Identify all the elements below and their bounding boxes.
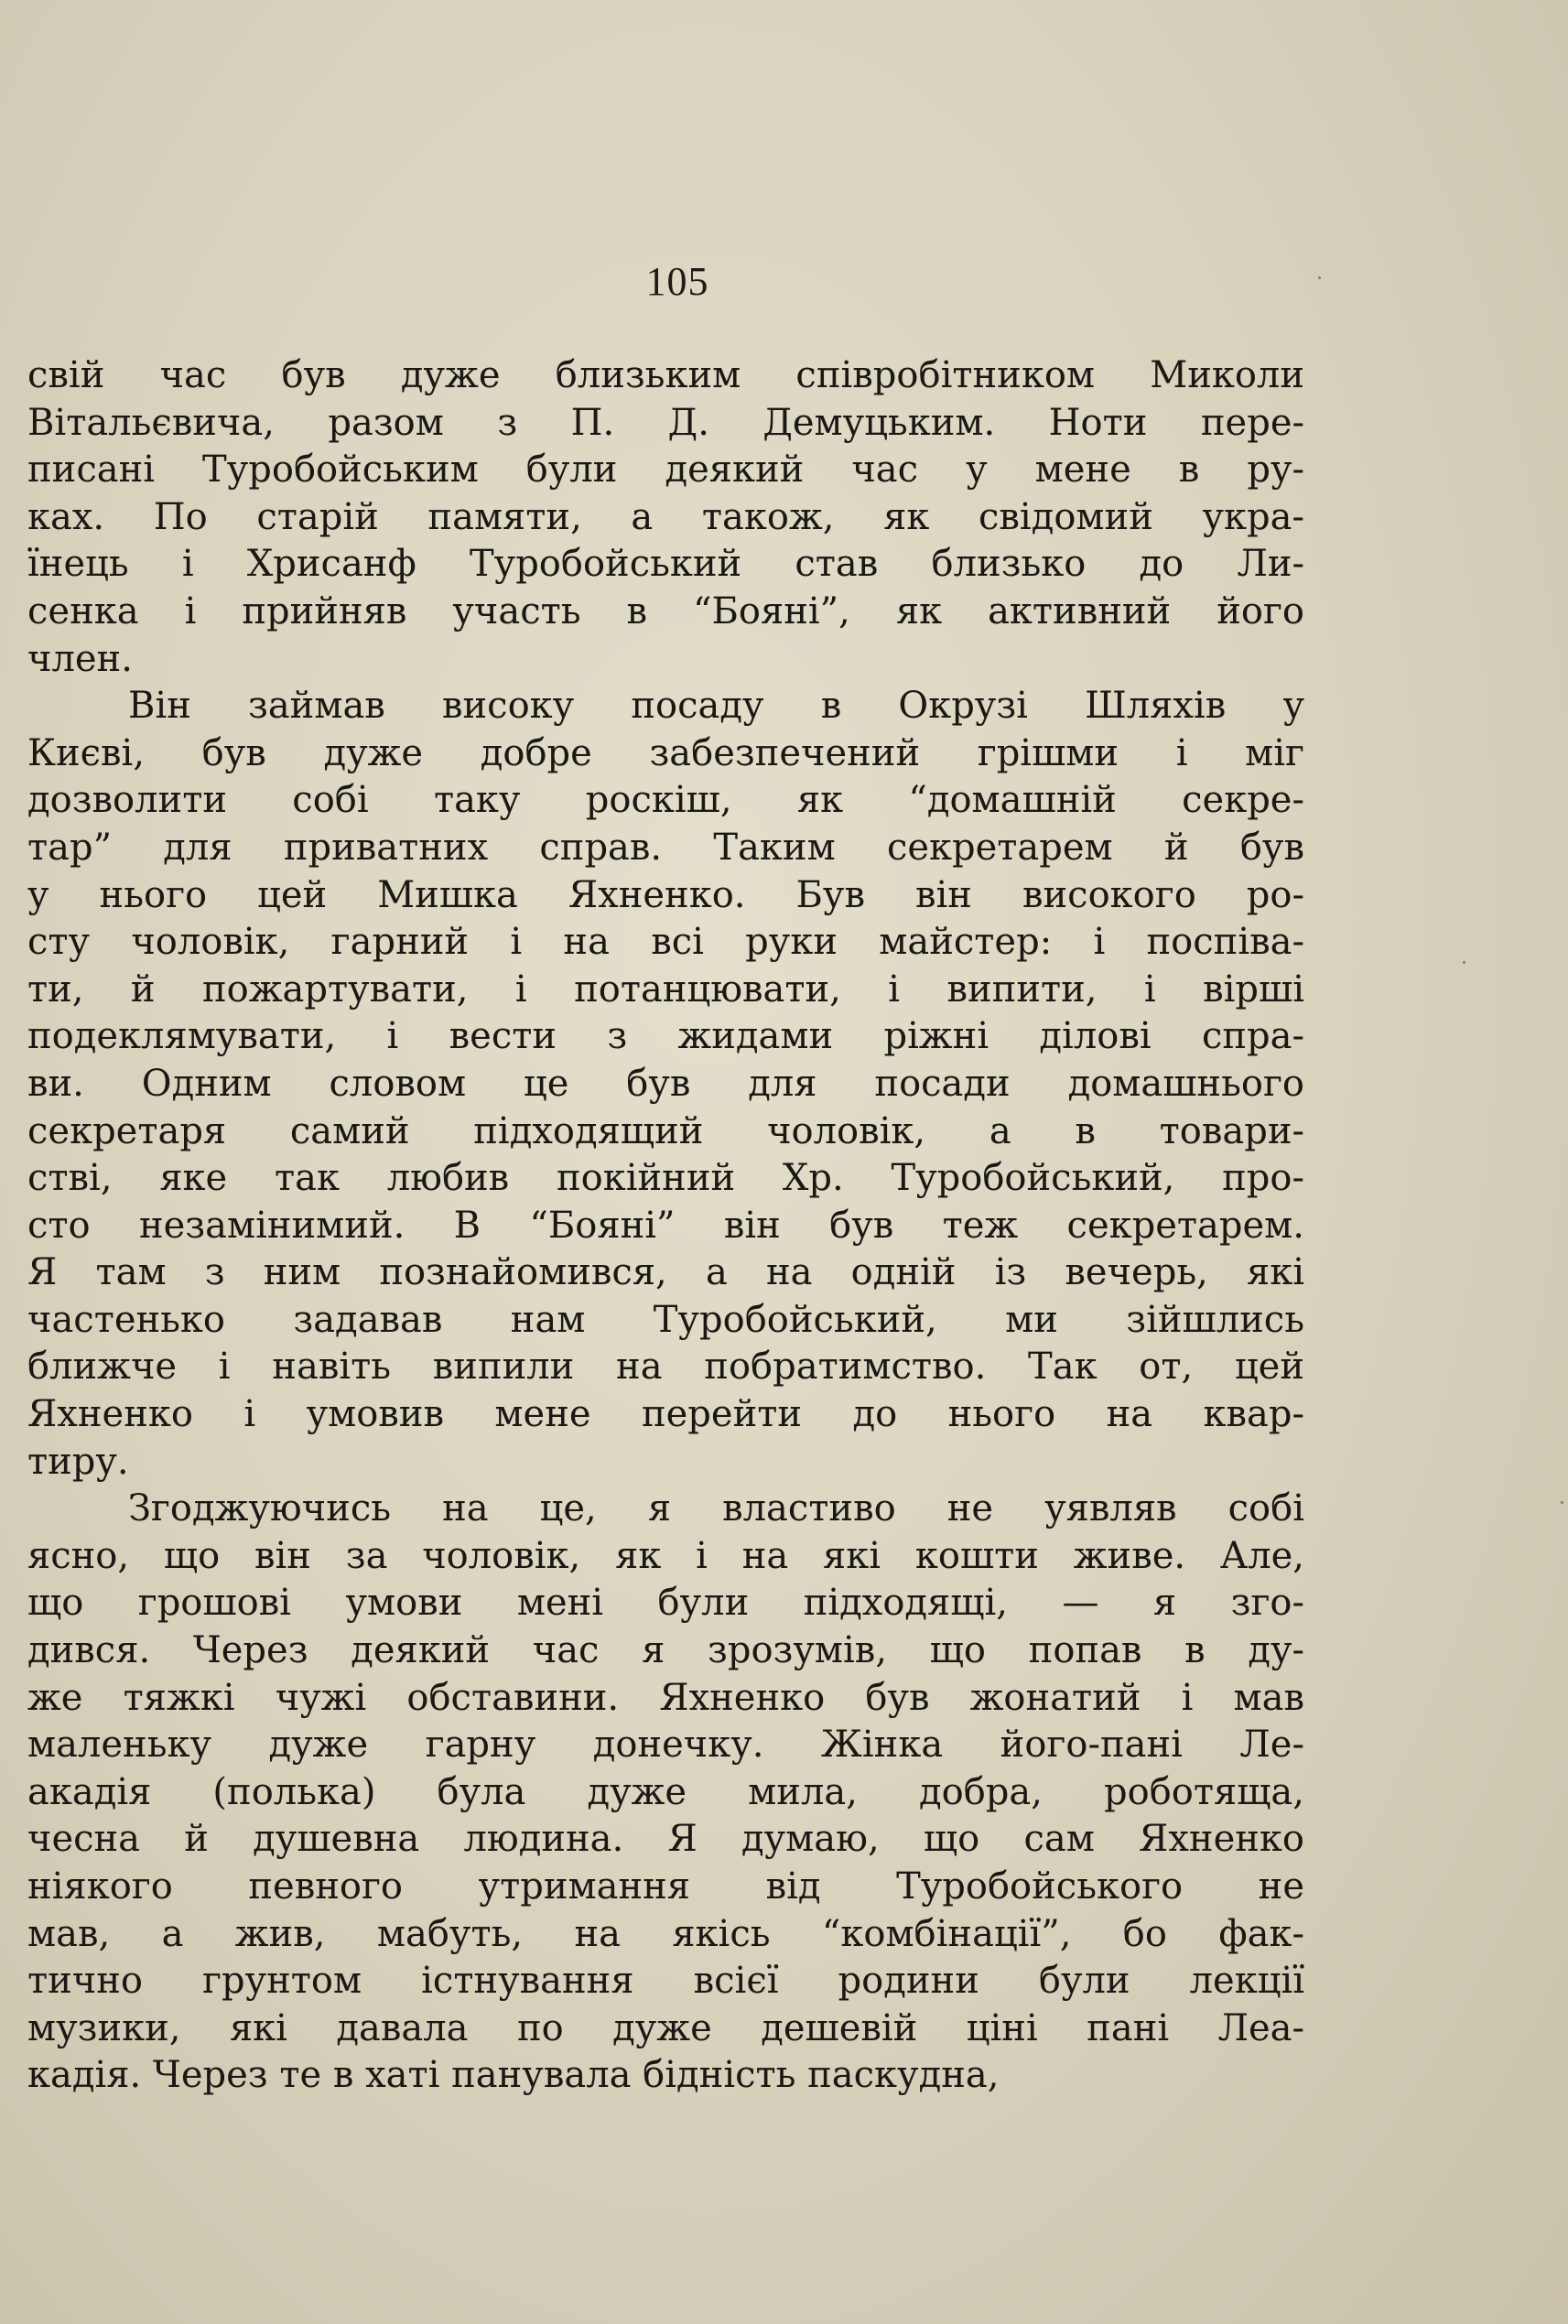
text-line: ти, й пожартувати, і потанцювати, і випити, і вірші bbox=[27, 967, 1304, 1011]
text-line: тично грунтом істнування всієї родини були лекції bbox=[27, 1960, 1304, 2003]
text-line: що грошові умови мені були підходящі, — я зго- bbox=[27, 1582, 1304, 1625]
text-line: тиру. bbox=[27, 1440, 129, 1483]
text-line: Він займав високу посаду в Окрузі Шляхів у bbox=[128, 685, 1304, 728]
text-line: дозволити собі таку роскіш, як “домашній секре- bbox=[27, 779, 1304, 822]
paragraph bbox=[27, 352, 1304, 683]
text-line: маленьку дуже гарну донечку. Жінка його-пані Ле- bbox=[27, 1724, 1304, 1767]
text-line: мав, а жив, мабуть, на якісь “комбінації”, бо фак- bbox=[27, 1912, 1304, 1955]
text-line: сто незамінимий. В “Бояні” він був теж секретарем. bbox=[27, 1204, 1304, 1247]
text-line: член. bbox=[27, 637, 133, 680]
text-line: ясно, що він за чоловік, як і на які кошти живе. Але, bbox=[27, 1534, 1304, 1577]
text-line: чесна й душевна людина. Я думаю, що сам Яхненко bbox=[27, 1818, 1304, 1861]
text-line: ніякого певного утримання від Туробойського не bbox=[27, 1865, 1304, 1908]
text-line: сту чоловік, гарний і на всі руки майстер: і поспіва- bbox=[27, 921, 1304, 964]
text-line: подеклямувати, і вести з жидами ріжні ділові спра- bbox=[27, 1015, 1304, 1058]
text-line: секретаря самий підходящий чоловік, а в товари- bbox=[27, 1109, 1304, 1152]
paper-speck bbox=[1561, 1501, 1563, 1504]
paragraph bbox=[27, 683, 1304, 1486]
text-line: у нього цей Мишка Яхненко. Був він високого ро- bbox=[27, 873, 1304, 916]
text-line: свій час був дуже близьким співробітником Миколи bbox=[27, 354, 1304, 396]
text-line: Вітальєвича, разом з П. Д. Демуцьким. Ноти пере- bbox=[27, 401, 1304, 444]
page-number: 105 bbox=[645, 259, 709, 304]
text-line: акадія (полька) була дуже мила, добра, роботяща, bbox=[27, 1770, 1304, 1813]
text-line: ках. По старій памяти, а також, як свідомий укра- bbox=[27, 495, 1304, 538]
text-line: ближче і навіть випили на побратимство. Так от, цей bbox=[27, 1346, 1304, 1389]
text-line: сенка і прийняв участь в “Бояні”, як активний його bbox=[27, 589, 1304, 632]
text-line: Яхненко і умовив мене перейти до нього на квар- bbox=[27, 1393, 1304, 1436]
text-line: частенько задавав нам Туробойський, ми зійшлись bbox=[27, 1298, 1304, 1341]
text-line: тар” для приватних справ. Таким секретарем й був bbox=[27, 826, 1304, 869]
text-line: їнець і Хрисанф Туробойський став близько до Ли- bbox=[27, 543, 1304, 586]
text-line: кадія. Через те в хаті панувала бідність паскудна, bbox=[27, 2054, 1000, 2097]
text-line: же тяжкі чужі обставини. Яхненко був жонатий і мав bbox=[27, 1676, 1304, 1719]
text-line: дився. Через деякий час я зрозумів, що попав в ду- bbox=[27, 1629, 1304, 1672]
paper-speck bbox=[1463, 961, 1465, 964]
paper-speck bbox=[1318, 276, 1321, 279]
text-line: ви. Одним словом це був для посади домашнього bbox=[27, 1062, 1304, 1105]
text-line: Я там з ним познайомився, а на одній із вечерь, які bbox=[27, 1251, 1304, 1294]
text-line: музики, які давала по дуже дешевій ціні пані Леа- bbox=[27, 2006, 1304, 2049]
paragraph bbox=[27, 1486, 1304, 2100]
text-line: Києві, був дуже добре забезпечений грішми і міг bbox=[27, 731, 1304, 774]
text-line: стві, яке так любив покійний Хр. Туробойський, про- bbox=[27, 1157, 1304, 1200]
text-line: писані Туробойським були деякий час у мене в ру- bbox=[27, 449, 1304, 492]
text-line: Згоджуючись на це, я властиво не уявляв собі bbox=[128, 1487, 1304, 1530]
body-text bbox=[27, 352, 1304, 2100]
